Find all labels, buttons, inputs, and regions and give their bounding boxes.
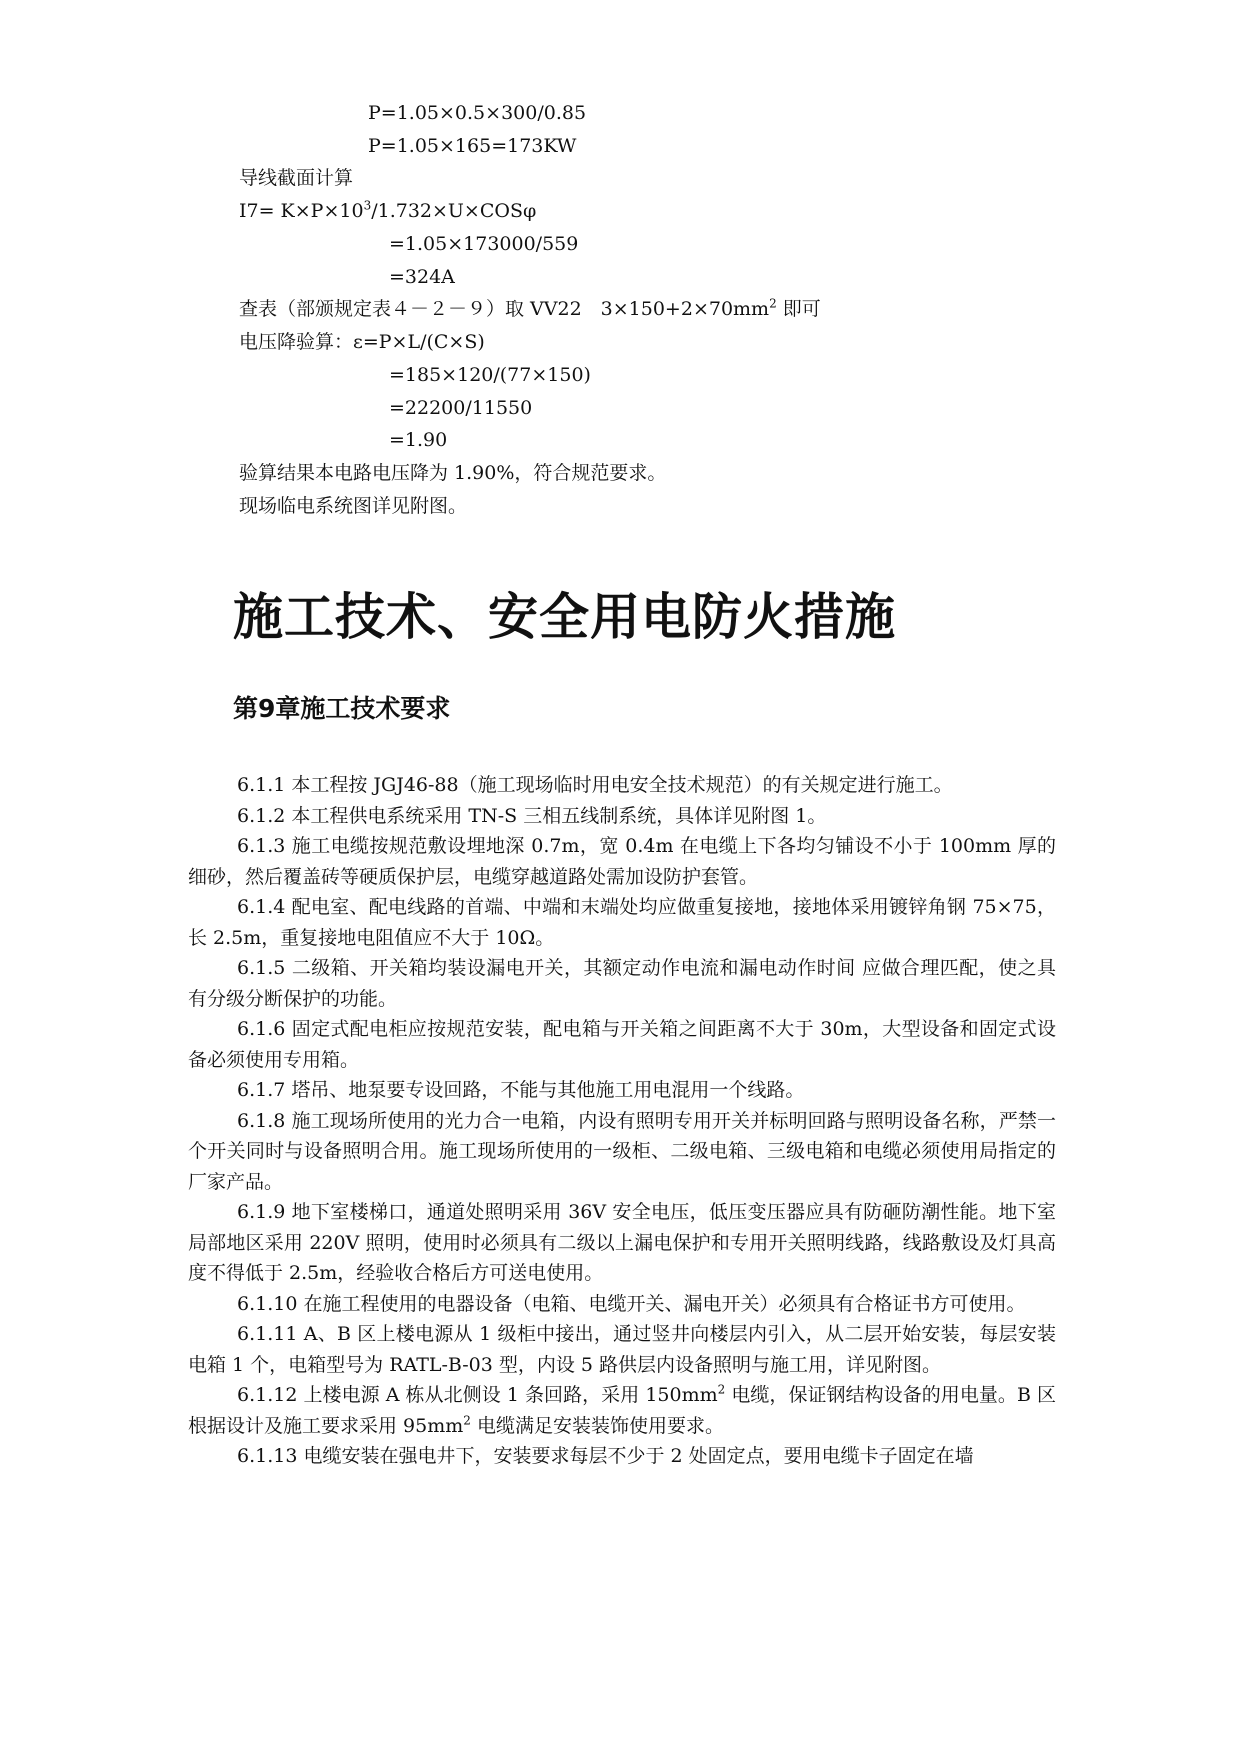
paragraph-6-1-1: 6.1.1 本工程按 JGJ46-88（施工现场临时用电安全技术规范）的有关规定进行施工。 [237, 774, 953, 796]
calc-line-5: =1.05×173000/559 [389, 233, 579, 255]
calc-line-6: =324A [389, 266, 455, 288]
calc-line-4: $I7= K\times P\times 10^3/1.732\times U\times COS\varphi$ [239, 198, 537, 222]
calc-line-12: 验算结果本电路电压降为 1.90%，符合规范要求。 [239, 462, 667, 484]
calc-line-1: P=1.05×0.5×300/0.85 [368, 102, 587, 124]
paragraph-6-1-6: 6.1.6 固定式配电柜应按规范安装，配电箱与开关箱之间距离不大于 30m，大型设备和固定式设备必须使用专用箱。 [188, 1018, 1056, 1071]
calc-line-10: =22200/11550 [389, 397, 533, 419]
paragraph-6-1-7: 6.1.7 塔吊、地泵要专设回路，不能与其他施工用电混用一个线路。 [237, 1079, 805, 1101]
paragraph-6-1-3: 6.1.3 施工电缆按规范敷设埋地深 0.7m，宽 0.4m 在电缆上下各均匀铺设不小于 100mm 厚的细砂，然后覆盖砖等硬质保护层，电缆穿越道路处需加设防护套管。 [188, 835, 1056, 888]
paragraph-6-1-8: 6.1.8 施工现场所使用的光力合一电箱，内设有照明专用开关并标明回路与照明设备名称，严禁一个开关同时与设备照明合用。施工现场所使用的一级柜、二级电箱、三级电箱和电缆必须使用局指定的厂家产品。 [188, 1109, 1056, 1193]
calc-line-13: 现场临电系统图详见附图。 [239, 495, 468, 517]
section-title: 施工技术、安全用电防火措施 [233, 588, 896, 646]
calc-line-7: 查表（部颁规定表４－２－９）取 VV22 $3\times 150+2\times 70mm^2$ 即可 [239, 296, 821, 320]
body-text [188, 770, 1056, 1472]
chapter-title: 第9章施工技术要求 [233, 694, 451, 723]
paragraph-6-1-4: 6.1.4 配电室、配电线路的首端、中端和末端处均应做重复接地，接地体采用镀锌角钢 75×75，长 2.5m，重复接地电阻值应不大于 10Ω。 [188, 896, 1056, 949]
paragraph-6-1-12: 6.1.12 上楼电源 A 栋从北侧设 1 条回路，采用 $150mm^2$ 电缆，保证钢结构设备的用电量。B 区根据设计及施工要求采用 $95mm^2$ 电缆满足安装装饰使用要求。 [188, 1382, 1056, 1437]
paragraph-6-1-11: 6.1.11 A、B 区上楼电源从 1 级柜中接出，通过竖井向楼层内引入，从二层开始安装，每层安装电箱 1 个，电箱型号为 RATL-B-03 型，内设 5 路供层内设备照明与施工用，详见附图。 [188, 1323, 1056, 1376]
paragraph-6-1-2: 6.1.2 本工程供电系统采用 TN-S 三相五线制系统，具体详见附图 1。 [237, 804, 827, 827]
paragraph-6-1-5: 6.1.5 二级箱、开关箱均装设漏电开关，其额定动作电流和漏电动作时间 应做合理匹配，使之具有分级分断保护的功能。 [188, 957, 1056, 1010]
calc-line-8: 电压降验算：ε=P×L/(C×S) [239, 331, 485, 353]
calc-line-2: P=1.05×165=173KW [368, 135, 577, 157]
paragraph-6-1-13: 6.1.13 电缆安装在强电井下，安装要求每层不少于 2 处固定点，要用电缆卡子固定在墙 [237, 1445, 974, 1467]
paragraph-6-1-10: 6.1.10 在施工程使用的电器设备（电箱、电缆开关、漏电开关）必须具有合格证书方可使用。 [237, 1292, 1026, 1315]
calc-line-11: =1.90 [389, 429, 448, 451]
calc-line-3: 导线截面计算 [239, 167, 354, 189]
paragraph-6-1-9: 6.1.9 地下室楼梯口，通道处照明采用 36V 安全电压，低压变压器应具有防砸防潮性能。地下室局部地区采用 220V 照明，使用时必须具有二级以上漏电保护和专用开关照明线路，线路敷设及灯具高度不得低于 2.5m，经验收合格后方可送电使用。 [188, 1201, 1056, 1284]
calc-line-9: =185×120/(77×150) [389, 364, 591, 386]
